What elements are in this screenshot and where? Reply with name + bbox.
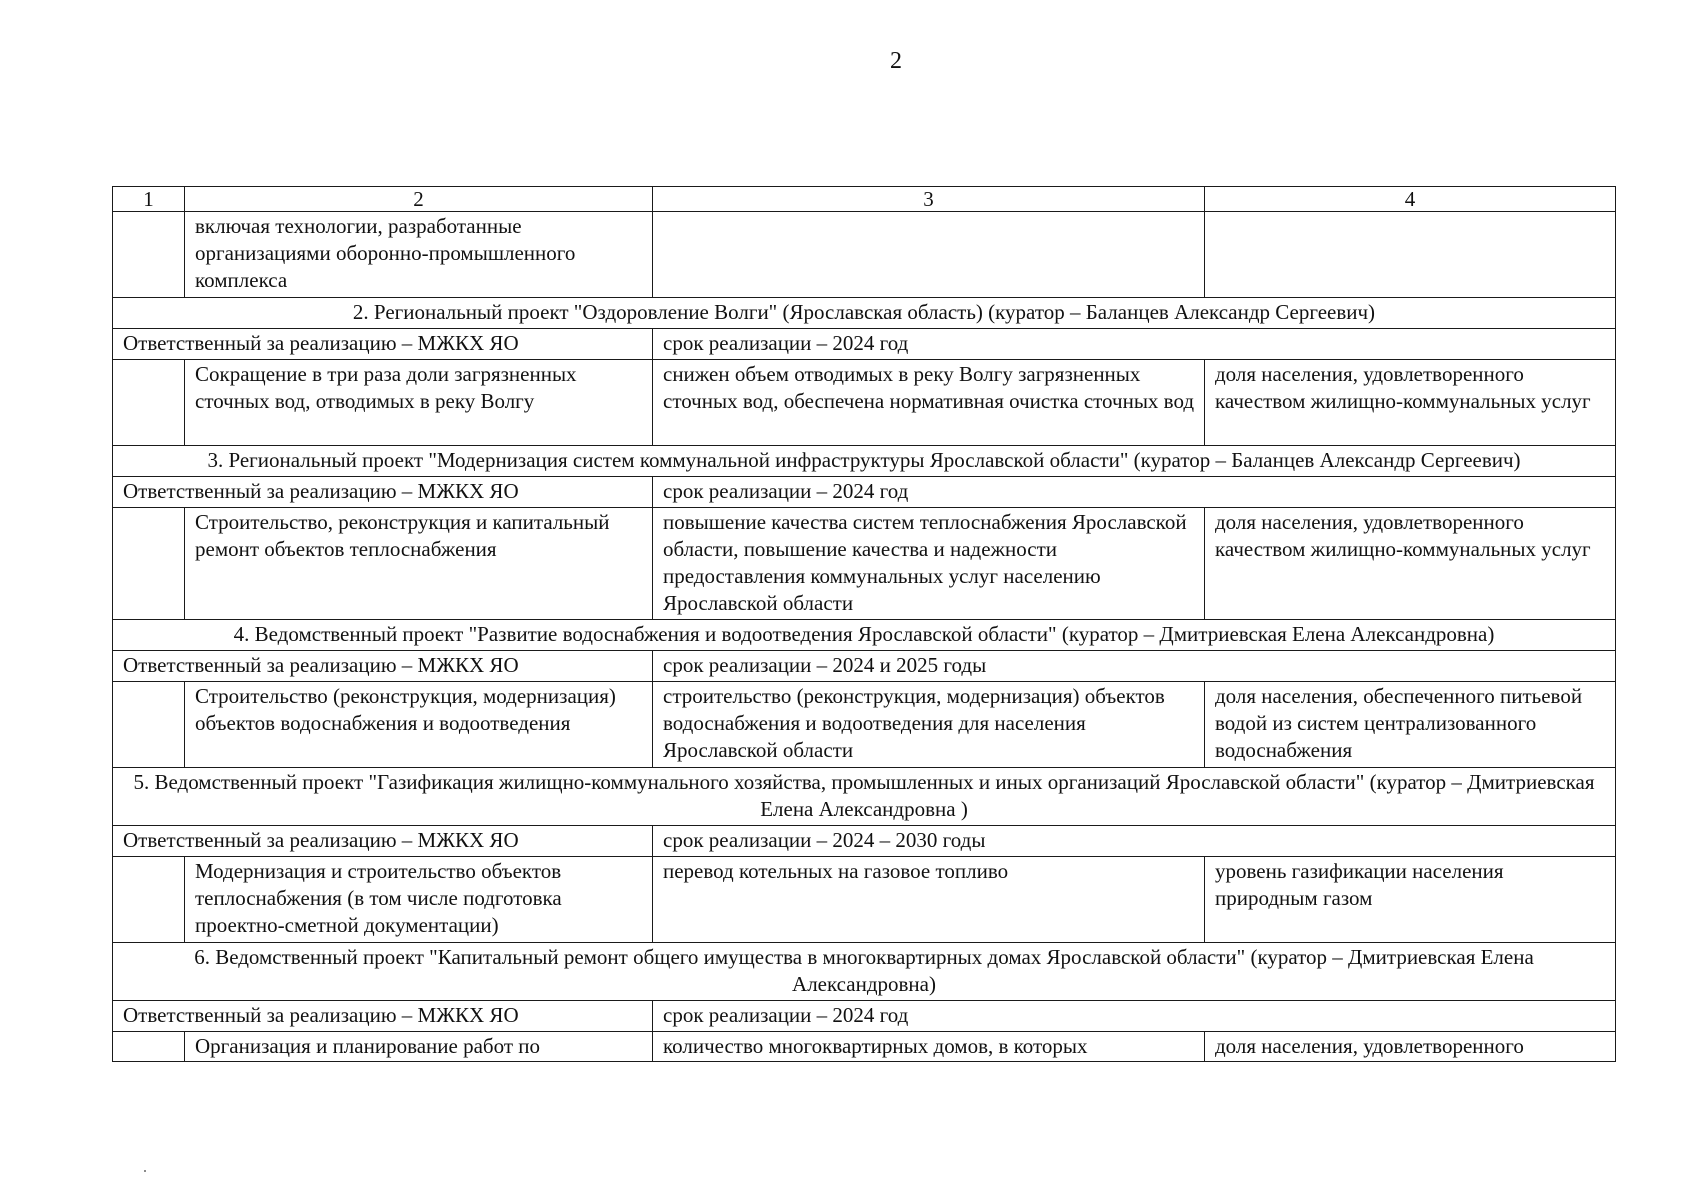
item-number-cell [113, 508, 185, 620]
item-row [113, 1032, 1616, 1062]
column-number-2: 2 [185, 187, 653, 212]
result-cell: количество многоквартирных домов, в которых [653, 1032, 1205, 1062]
item-number-cell [113, 360, 185, 446]
responsible-label: Ответственный за реализацию – МЖКХ ЯО [113, 329, 653, 360]
item-row [113, 360, 1616, 446]
responsible-row [113, 826, 1616, 857]
task-cell: Организация и планирование работ по [185, 1032, 653, 1062]
task-cell: Строительство (реконструкция, модернизация) объектов водоснабжения и водоотведения [185, 682, 653, 768]
responsible-row [113, 329, 1616, 360]
responsible-label: Ответственный за реализацию – МЖКХ ЯО [113, 1001, 653, 1032]
item-row [113, 857, 1616, 943]
deadline-label: срок реализации – 2024 год [653, 477, 1616, 508]
responsible-label: Ответственный за реализацию – МЖКХ ЯО [113, 826, 653, 857]
task-cell: Модернизация и строительство объектов теплоснабжения (в том числе подготовка проектно-сметной документации) [185, 857, 653, 943]
item-number-cell [113, 857, 185, 943]
deadline-label: срок реализации – 2024 год [653, 329, 1616, 360]
result-cell: перевод котельных на газовое топливо [653, 857, 1205, 943]
result-cell: строительство (реконструкция, модернизация) объектов водоснабжения и водоотведения для населения Ярославской области [653, 682, 1205, 768]
item-row [113, 508, 1616, 620]
column-number-3: 3 [653, 187, 1205, 212]
indicator-cell: доля населения, удовлетворенного качеством жилищно-коммунальных услуг [1205, 360, 1616, 446]
column-number-4: 4 [1205, 187, 1616, 212]
responsible-label: Ответственный за реализацию – МЖКХ ЯО [113, 477, 653, 508]
result-cell: повышение качества систем теплоснабжения Ярославской области, повышение качества и надежности предоставления коммунальных услуг населению Ярославской области [653, 508, 1205, 620]
section-title: 5. Ведомственный проект "Газификация жилищно-коммунального хозяйства, промышленных и иных организаций Ярославской области" (куратор – Дмитриевская Елена Александровна ) [113, 768, 1616, 826]
deadline-label: срок реализации – 2024 – 2030 годы [653, 826, 1616, 857]
section-title: 3. Региональный проект "Модернизация систем коммунальной инфраструктуры Ярославской области" (куратор – Баланцев Александр Сергеевич) [113, 446, 1616, 477]
item-row [113, 682, 1616, 768]
section-header-row [113, 298, 1616, 329]
item-number-cell [113, 212, 185, 298]
indicator-cell: доля населения, удовлетворенного качеством жилищно-коммунальных услуг [1205, 508, 1616, 620]
section-header-row [113, 446, 1616, 477]
responsible-row [113, 477, 1616, 508]
page-number: 2 [890, 48, 902, 74]
continuation-row [113, 212, 1616, 298]
indicator-cell: уровень газификации населения природным газом [1205, 857, 1616, 943]
responsible-row [113, 1001, 1616, 1032]
item-number-cell [113, 1032, 185, 1062]
responsible-label: Ответственный за реализацию – МЖКХ ЯО [113, 651, 653, 682]
scan-artifact-dot [144, 1170, 146, 1172]
section-title: 2. Региональный проект "Оздоровление Волги" (Ярославская область) (куратор – Баланцев Александр Сергеевич) [113, 298, 1616, 329]
result-cell: снижен объем отводимых в реку Волгу загрязненных сточных вод, обеспечена нормативная очистка сточных вод [653, 360, 1205, 446]
section-header-row [113, 768, 1616, 826]
column-number-row [113, 187, 1616, 212]
column-number-1: 1 [113, 187, 185, 212]
task-cell: Сокращение в три раза доли загрязненных сточных вод, отводимых в реку Волгу [185, 360, 653, 446]
result-cell [653, 212, 1205, 298]
deadline-label: срок реализации – 2024 и 2025 годы [653, 651, 1616, 682]
section-header-row [113, 943, 1616, 1001]
item-number-cell [113, 682, 185, 768]
task-cell: Строительство, реконструкция и капитальный ремонт объектов теплоснабжения [185, 508, 653, 620]
task-cell: включая технологии, разработанные организациями оборонно-промышленного комплекса [185, 212, 653, 298]
indicator-cell [1205, 212, 1616, 298]
responsible-row [113, 651, 1616, 682]
deadline-label: срок реализации – 2024 год [653, 1001, 1616, 1032]
indicator-cell: доля населения, обеспеченного питьевой водой из систем централизованного водоснабжения [1205, 682, 1616, 768]
section-title: 4. Ведомственный проект "Развитие водоснабжения и водоотведения Ярославской области" (куратор – Дмитриевская Елена Александровна) [113, 620, 1616, 651]
section-header-row [113, 620, 1616, 651]
section-title: 6. Ведомственный проект "Капитальный ремонт общего имущества в многоквартирных домах Ярославской области" (куратор – Дмитриевская Елена Александровна) [113, 943, 1616, 1001]
indicator-cell: доля населения, удовлетворенного [1205, 1032, 1616, 1062]
projects-table [112, 186, 1616, 1062]
